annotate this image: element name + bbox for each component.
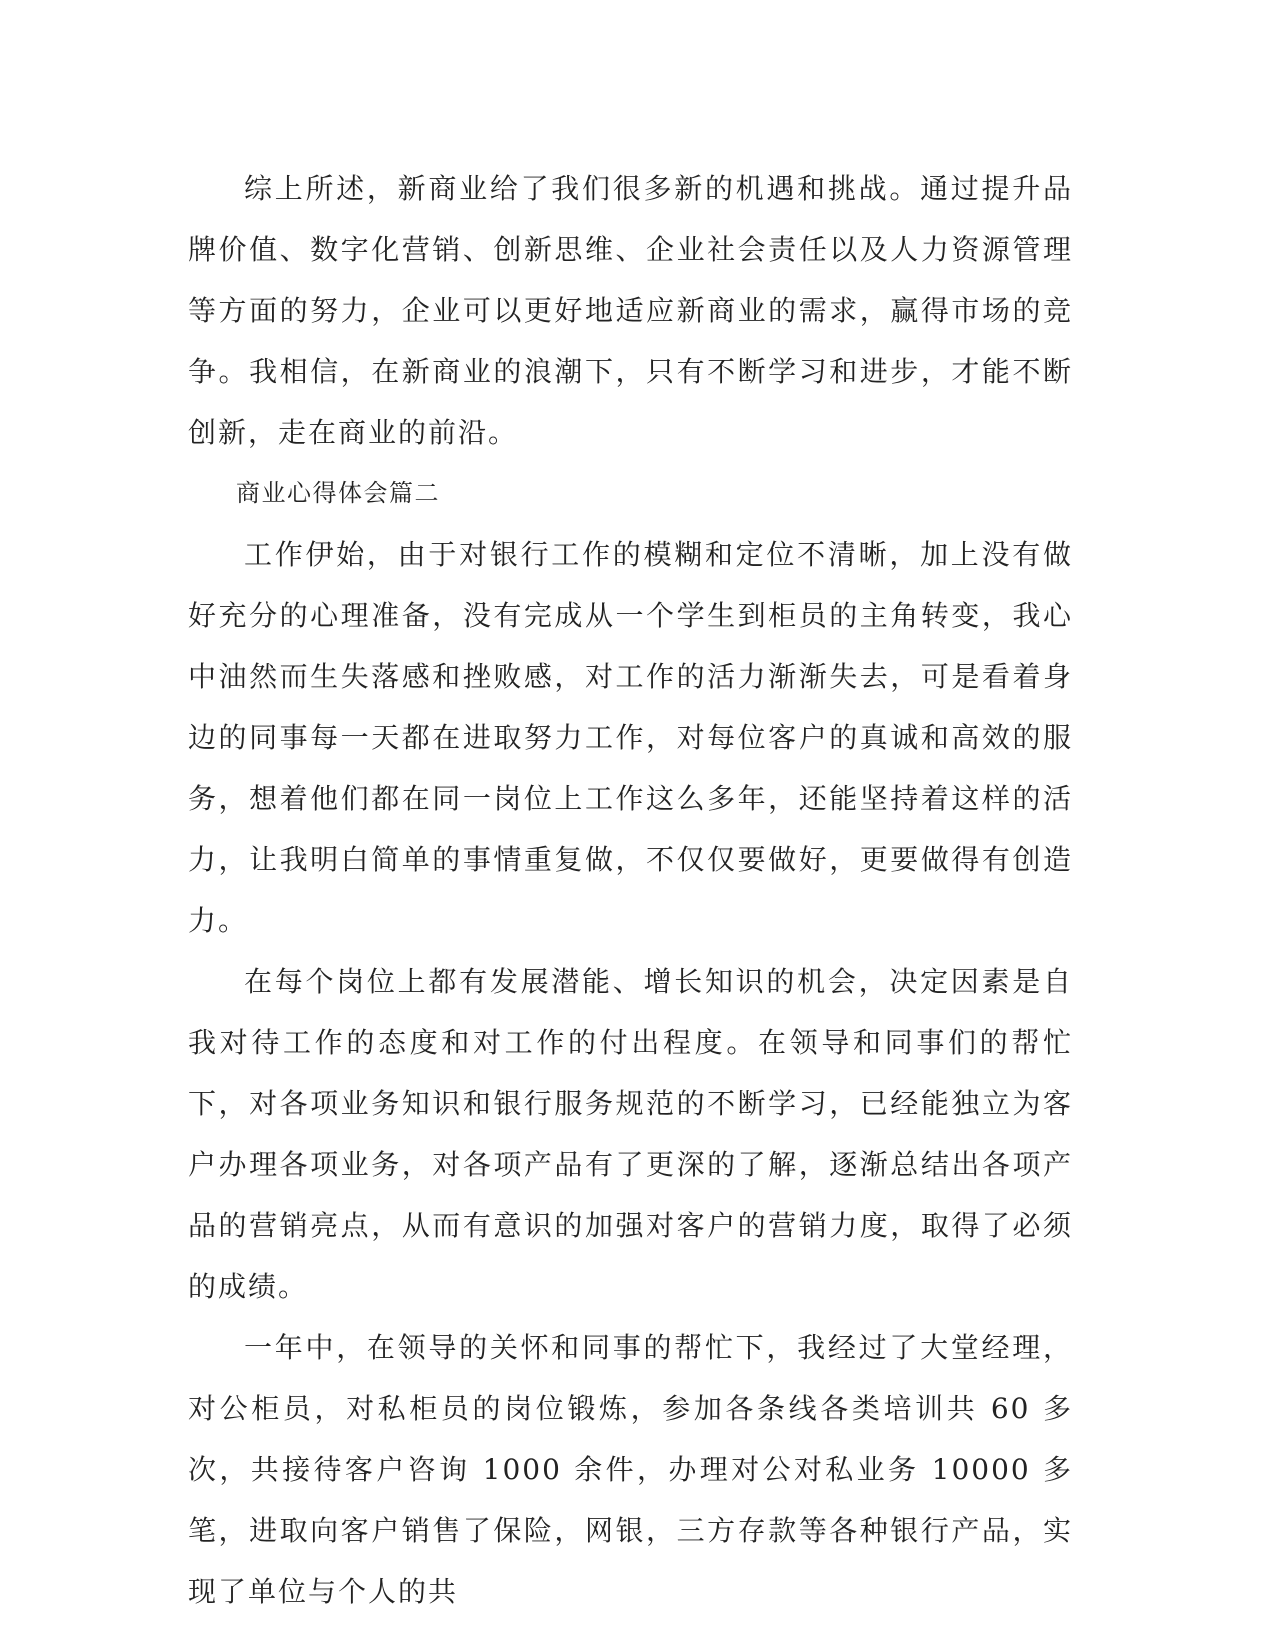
paragraph-work-start: 工作伊始，由于对银行工作的模糊和定位不清晰，加上没有做好充分的心理准备，没有完成从一个学生到柜员的主角转变，我心中油然而生失落感和挫败感，对工作的活力渐渐失去，可是看着身边的同事每一天都在进取努力工作，对每位客户的真诚和高效的服务，想着他们都在同一岗位上工作这么多年，还能坚持着这样的活力，让我明白简单的事情重复做，不仅仅要做好，更要做得有创造力。 [188,538,1073,937]
section-heading: 商业心得体会篇二 [236,479,440,507]
paragraph-growth: 在每个岗位上都有发展潜能、增长知识的机会，决定因素是自我对待工作的态度和对工作的付出程度。在领导和同事们的帮忙下，对各项业务知识和银行服务规范的不断学习，已经能独立为客户办理各项业务，对各项产品有了更深的了解，逐渐总结出各项产品的营销亮点，从而有意识的加强对客户的营销力度，取得了必须的成绩。 [188,965,1073,1303]
paragraph-year-summary: 一年中，在领导的关怀和同事的帮忙下，我经过了大堂经理，对公柜员，对私柜员的岗位锻炼，参加各条线各类培训共 60 多次，共接待客户咨询 1000 余件，办理对公对私业务 10000 多笔，进取向客户销售了保险，网银，三方存款等各种银行产品，实现了单位与个人的共 [188,1331,1073,1608]
document-body [188,158,1073,1622]
paragraph-summary: 综上所述，新商业给了我们很多新的机遇和挑战。通过提升品牌价值、数字化营销、创新思维、企业社会责任以及人力资源管理等方面的努力，企业可以更好地适应新商业的需求，赢得市场的竞争。我相信，在新商业的浪潮下，只有不断学习和进步，才能不断创新，走在商业的前沿。 [188,172,1073,449]
